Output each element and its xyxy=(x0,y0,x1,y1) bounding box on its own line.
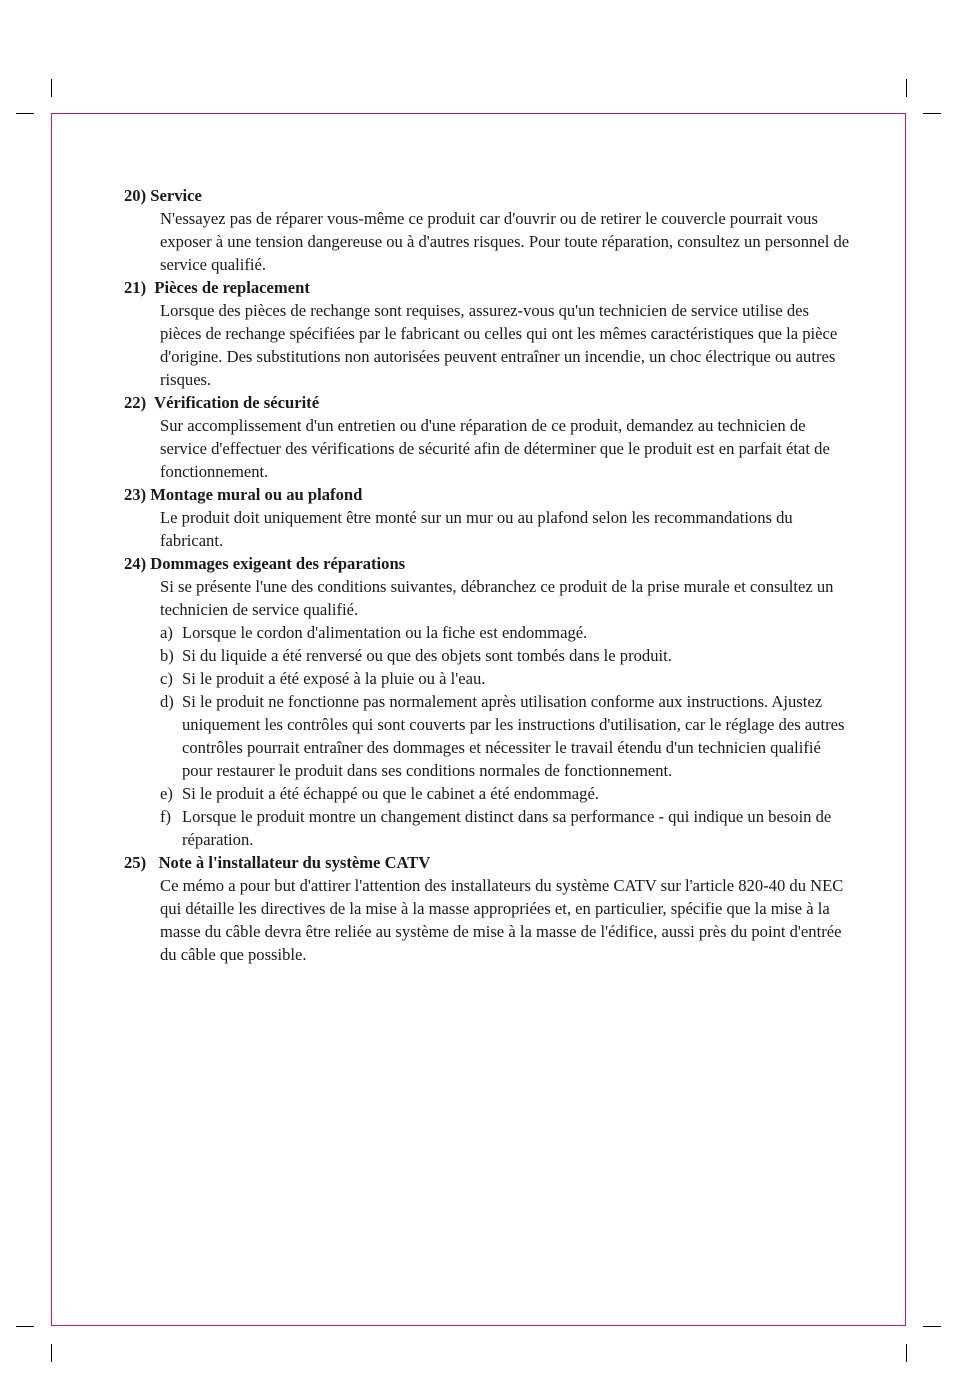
list-item xyxy=(160,805,854,851)
list-item xyxy=(160,690,854,782)
section-body: Ce mémo a pour but d'attirer l'attention des installateurs du système CATV sur l'article 820-40 du NEC qui détaille les directives de la mise à la masse appropriées et, en particulier, spécifie que la mise à la masse du câble devra être reliée au système de mise à la masse de l'édifice, aussi près du point d'entrée du câble que possible. xyxy=(160,876,844,964)
crop-mark-top-right-vertical xyxy=(906,79,907,97)
list-item-text: Si le produit a été échappé ou que le cabinet a été endommagé. xyxy=(182,784,599,803)
list-item-letter: d) xyxy=(160,692,174,711)
list-item xyxy=(160,782,854,805)
list-item-letter: e) xyxy=(160,784,173,803)
crop-mark-bottom-right-vertical xyxy=(906,1344,907,1362)
section-safety-check xyxy=(124,391,854,483)
document-content xyxy=(124,184,854,966)
list-item-letter: f) xyxy=(160,807,172,826)
section-body: Le produit doit uniquement être monté sur un mur ou au plafond selon les recommandations du fabricant. xyxy=(160,508,793,550)
section-body xyxy=(124,575,854,851)
crop-mark-bottom-left-vertical xyxy=(51,1344,52,1362)
list-item xyxy=(160,621,854,644)
section-title: 21) Pièces de replacement xyxy=(124,278,310,297)
crop-mark-bottom-left-horizontal xyxy=(16,1326,34,1327)
section-body: Sur accomplissement d'un entretien ou d'une réparation de ce produit, demandez au technicien de service d'effectuer des vérifications de sécurité afin de déterminer que le produit est en parfait état de fonctionnement. xyxy=(160,416,830,481)
section-service xyxy=(124,184,854,276)
list-item-text: Si du liquide a été renversé ou que des objets sont tombés dans le produit. xyxy=(182,646,672,665)
crop-mark-top-left-vertical xyxy=(51,79,52,97)
section-title: 22) Vérification de sécurité xyxy=(124,393,320,412)
list-item xyxy=(160,667,854,690)
section-catv-installer-note xyxy=(124,851,854,966)
section-title: 24) Dommages exigeant des réparations xyxy=(124,554,406,573)
section-replacement-parts xyxy=(124,276,854,391)
section-intro: Si se présente l'une des conditions suivantes, débranchez ce produit de la prise murale et consultez un technicien de service qualifié. xyxy=(160,577,834,619)
list-item-text: Si le produit ne fonctionne pas normalement après utilisation conforme aux instructions. Ajustez uniquement les contrôles qui sont couverts par les instructions d'utilisation, car le réglage des autres contrôles pourrait entraîner des dommages et nécessiter le travail étendu d'un technicien qualifié pour restaurer le produit dans ses conditions normales de fonctionnement. xyxy=(182,692,845,780)
list-item xyxy=(160,644,854,667)
crop-mark-top-right-horizontal xyxy=(923,113,941,114)
section-body: N'essayez pas de réparer vous-même ce produit car d'ouvrir ou de retirer le couvercle pourrait vous exposer à une tension dangereuse ou à d'autres risques. Pour toute réparation, consultez un personnel de service qualifié. xyxy=(160,209,850,274)
section-wall-ceiling-mount xyxy=(124,483,854,552)
section-title: 23) Montage mural ou au plafond xyxy=(124,485,363,504)
list-item-letter: b) xyxy=(160,646,174,665)
list-item-letter: c) xyxy=(160,669,173,688)
crop-mark-bottom-right-horizontal xyxy=(923,1326,941,1327)
list-item-text: Si le produit a été exposé à la pluie ou à l'eau. xyxy=(182,669,486,688)
section-body: Lorsque des pièces de rechange sont requises, assurez-vous qu'un technicien de service utilise des pièces de rechange spécifiées par le fabricant ou celles qui ont les mêmes caractéristiques que la pièce d'origine. Des substitutions non autorisées peuvent entraîner un incendie, un choc électrique ou autres risques. xyxy=(160,301,838,389)
section-damage-requiring-service xyxy=(124,552,854,851)
section-title: 25) Note à l'installateur du système CATV xyxy=(124,853,431,872)
list-item-text: Lorsque le produit montre un changement distinct dans sa performance - qui indique un besoin de réparation. xyxy=(182,807,832,849)
crop-mark-top-left-horizontal xyxy=(16,113,34,114)
list-item-letter: a) xyxy=(160,623,173,642)
list-item-text: Lorsque le cordon d'alimentation ou la fiche est endommagé. xyxy=(182,623,588,642)
section-title: 20) Service xyxy=(124,186,202,205)
